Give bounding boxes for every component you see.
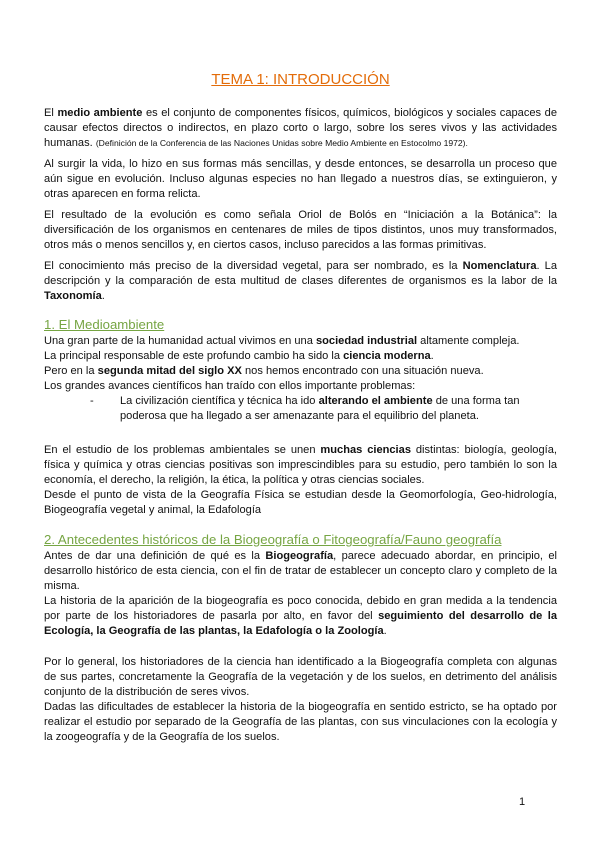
text-span: .	[430, 350, 434, 362]
bold-term: sociedad industrial	[315, 335, 418, 347]
bold-term: alterando el ambiente	[318, 395, 433, 407]
text-span: La historia de la aparición de la biogeografía es poco conocida, debido en gran medida a la tendencia por parte de los historiadores de pasarla por alto, en favor del	[44, 595, 557, 622]
bold-term: Taxonomía	[44, 290, 102, 302]
section1-line: Los grandes avances científicos han traído con ellos importante problemas:	[44, 380, 416, 392]
text-span: de una forma tan poderosa que ha llegado a ser amenazante para el equilibrio del planeta.	[120, 395, 520, 422]
text-span: Antes de dar una definición de qué es la	[44, 550, 266, 562]
section1-line	[44, 364, 557, 379]
bullet-text	[120, 394, 557, 424]
definition-note: (Definición de la Conferencia de las Naciones Unidas sobre Medio Ambiente en Estocolmo 1972).	[95, 138, 468, 148]
bold-term: Nomenclatura	[462, 260, 537, 272]
text-span: altamente compleja.	[417, 335, 520, 347]
text-span: Pero en la	[44, 365, 98, 377]
intro-paragraph-nomenclatura	[44, 259, 557, 304]
section2-paragraph-dificultades: Dadas las dificultades de establecer la historia de la biogeografía en sentido estricto, se ha optado por realizar el estudio por separado de la Geografía de las plantas, con sus vinculaciones con la ecología y la zoogeografía y de la Geografía de los suelos.	[44, 701, 557, 743]
spacer	[44, 432, 557, 443]
section2-paragraph-historia	[44, 594, 557, 639]
text-span: .	[101, 290, 105, 302]
bold-term: ciencia moderna	[343, 350, 431, 362]
page-number: 1	[519, 796, 526, 808]
bold-term: muchas ciencias	[320, 444, 411, 456]
text-span: En el estudio de los problemas ambientales se unen	[44, 444, 321, 456]
text-span: nos hemos encontrado con una situación nueva.	[241, 365, 484, 377]
text-span: El	[44, 107, 58, 119]
section1-line	[44, 349, 557, 364]
spacer	[44, 639, 557, 655]
text-span: distintas: biología, geología, física y química y otras ciencias positivas son imprescindibles para su estudio, pero también lo son la economía, el derecho, la religión, la ética, la política y otras ciencias sociales.	[44, 444, 557, 486]
bold-term: Biogeografía	[265, 550, 334, 562]
section-heading-antecedentes: 2. Antecedentes históricos de la Biogeografía o Fitogeografía/Fauno geografía	[44, 532, 502, 547]
intro-paragraph-evolucion: Al surgir la vida, lo hizo en sus formas más sencillas, y desde entonces, se desarrolla un proceso que aún sigue en evolución. Incluso algunas especies no han llegado a nuestros días, se extinguieron, y otras aparecen en forma relicta.	[44, 158, 557, 200]
intro-paragraph-medio-ambiente	[44, 106, 557, 151]
bold-term: segunda mitad del siglo XX	[97, 365, 242, 377]
section2-paragraph-historiadores: Por lo general, los historiadores de la ciencia han identificado a la Biogeografía completa con algunas de sus partes, concretamente la Geografía de la vegetación y de los suelos, en detrimento del análisis conjunto de la distribución de seres vivos.	[44, 656, 557, 698]
page-title: TEMA 1: INTRODUCCIÓN	[211, 71, 390, 88]
document-page	[44, 70, 557, 745]
section2-paragraph-definicion	[44, 549, 557, 594]
bold-term: medio ambiente	[57, 107, 143, 119]
text-span: La principal responsable de este profundo cambio ha sido la	[44, 350, 344, 362]
text-span: es el conjunto de componentes físicos, químicos, biológicos y sociales capaces de causar efectos directos o indirectos, en plazo corto o largo, sobre los seres vivos y las actividades humanas.	[44, 107, 557, 149]
section-heading-medioambiente: 1. El Medioambiente	[44, 317, 165, 332]
text-span: , parece adecuado abordar, en principio, el desarrollo histórico de esta ciencia, con el fin de tratar de establecer un concepto claro y completo de la misma.	[44, 550, 557, 592]
section1-paragraph-geografia: Desde el punto de vista de la Geografía Física se estudian desde la Geomorfología, Geo-hidrología, Biogeografía vegetal y animal, la Edafología	[44, 489, 557, 516]
intro-paragraph-bolos: El resultado de la evolución es como señala Oriol de Bolós en “Iniciación a la Botánica”: la diversificación de los organismos en centenares de miles de tipos distintos, unos muy transformados, otros más o menos sencillos y, en ciertos casos, incluso parecidos a las formas primitivas.	[44, 209, 557, 251]
text-span: El conocimiento más preciso de la diversidad vegetal, para ser nombrado, es la	[44, 260, 463, 272]
section1-paragraph-ciencias	[44, 443, 557, 488]
text-span: . La descripción y la comparación de esta multitud de clases diferentes de organismos es la labor de la	[44, 260, 557, 287]
bullet-item	[44, 394, 557, 424]
text-span: Una gran parte de la humanidad actual vivimos en una	[44, 335, 316, 347]
text-span: La civilización científica y técnica ha ido	[120, 395, 319, 407]
bullet-dash: -	[90, 395, 94, 407]
text-span: .	[383, 625, 387, 637]
bold-term: seguimiento del desarrollo de la Ecología, la Geografía de las plantas, la Edafología o la Zoología	[44, 610, 557, 637]
section1-line	[44, 334, 557, 349]
